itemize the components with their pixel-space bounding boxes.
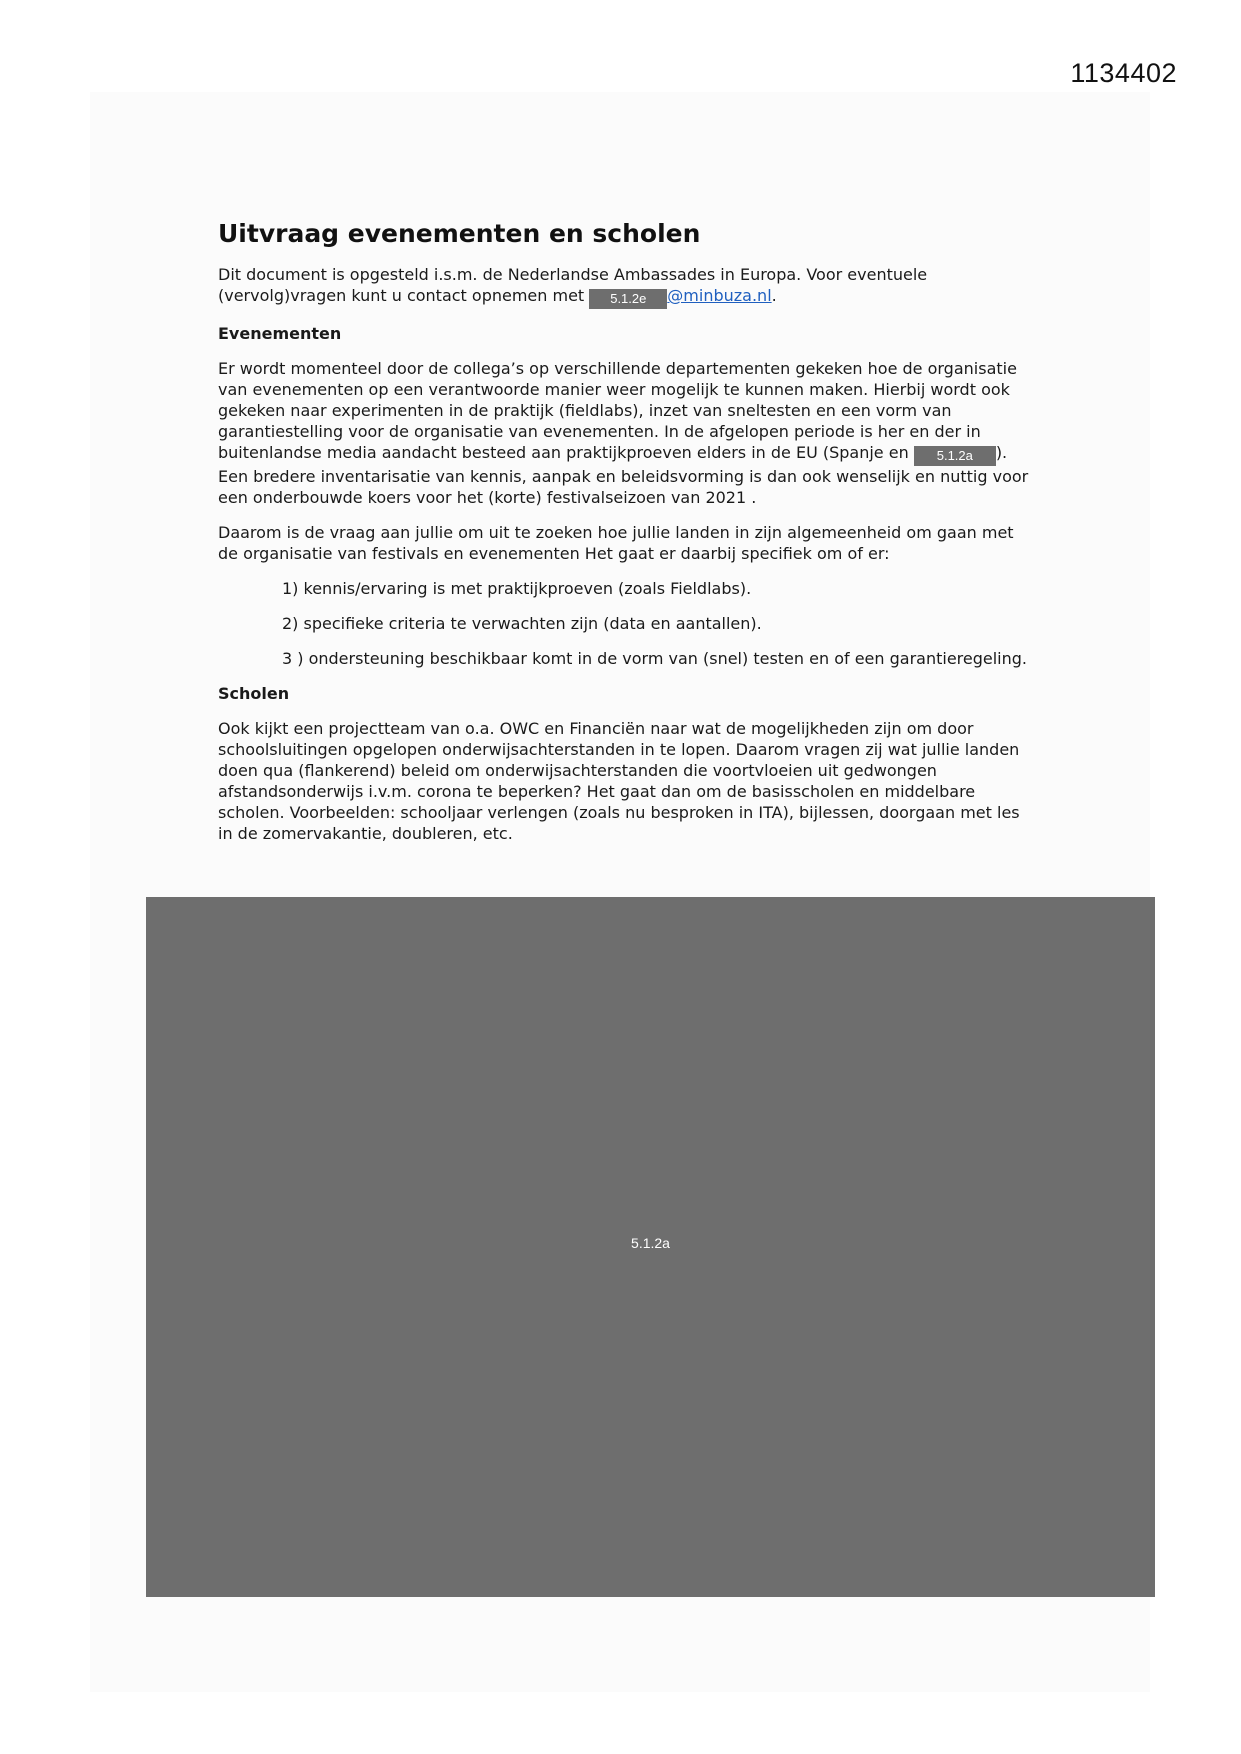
scholen-paragraph: Ook kijkt een projectteam van o.a. OWC en Financiën naar wat de mogelijkheden zijn om door schoolsluitingen opgelopen onderwijsachterstanden in te lopen. Daarom vragen zij wat jullie landen doen qua (flankerend) beleid om onderwijsachterstanden die voortvloeien uit gedwongen afstandsonderwijs i.v.m. corona te beperken? Het gaat dan om de basisscholen en middelbare scholen. Voorbeelden: schooljaar verlengen (zoals nu besproken in ITA), bijlessen, doorgaan met les in de zomervakantie, doubleren, etc. [218, 719, 1020, 843]
criteria-list [218, 578, 1038, 669]
evenementen-paragraph-1 [218, 358, 1038, 508]
section-heading-scholen: Scholen [218, 684, 290, 703]
redacted-block [146, 897, 1155, 1597]
section-heading-evenementen: Evenementen [218, 324, 342, 343]
intro-text: Dit document is opgesteld i.s.m. de Nederlandse Ambassades in Europa. Voor eventuele (vervolg)vragen kunt u contact opnemen met [218, 265, 928, 305]
document-id: 1134402 [1070, 58, 1177, 88]
document-title: Uitvraag evenementen en scholen [218, 219, 701, 248]
intro-paragraph [218, 264, 1038, 309]
list-item: 3 ) ondersteuning beschikbaar komt in de vorm van (snel) testen en of een garantieregeling. [282, 649, 1028, 668]
document-body [218, 218, 1038, 858]
redaction-country: 5.1.2a [914, 446, 996, 466]
redaction-email: 5.1.2e [589, 289, 667, 309]
redaction-code-label: 5.1.2a [631, 1235, 670, 1251]
evenementen-paragraph-2: Daarom is de vraag aan jullie om uit te zoeken hoe jullie landen in zijn algemeenheid om gaan met de organisatie van festivals en evenementen Het gaat er daarbij specifiek om of er: [218, 523, 1014, 563]
evenementen-text: Er wordt momenteel door de collega’s op verschillende departementen gekeken hoe de organisatie van evenementen op een verantwoorde manier weer mogelijk te kunnen maken. Hierbij wordt ook gekeken naar experimenten in de praktijk (fieldlabs), inzet van sneltesten en een vorm van garantiestelling voor de organisatie van evenementen. In de afgelopen periode is her en der in buitenlandse media aandacht besteed aan praktijkproeven elders in de EU (Spanje en [218, 359, 1017, 462]
email-link[interactable]: @minbuza.nl [667, 286, 772, 305]
evenementen-text-end: ). Een bredere inventarisatie van kennis, aanpak en beleidsvorming is dan ook wenselijk en nuttig voor een onderbouwde koers voor het (korte) festivalseizoen van 2021 . [218, 443, 1029, 507]
intro-text-end: . [771, 286, 777, 305]
list-item: 2) specifieke criteria te verwachten zijn (data en aantallen). [282, 614, 762, 633]
list-item: 1) kennis/ervaring is met praktijkproeven (zoals Fieldlabs). [282, 579, 752, 598]
